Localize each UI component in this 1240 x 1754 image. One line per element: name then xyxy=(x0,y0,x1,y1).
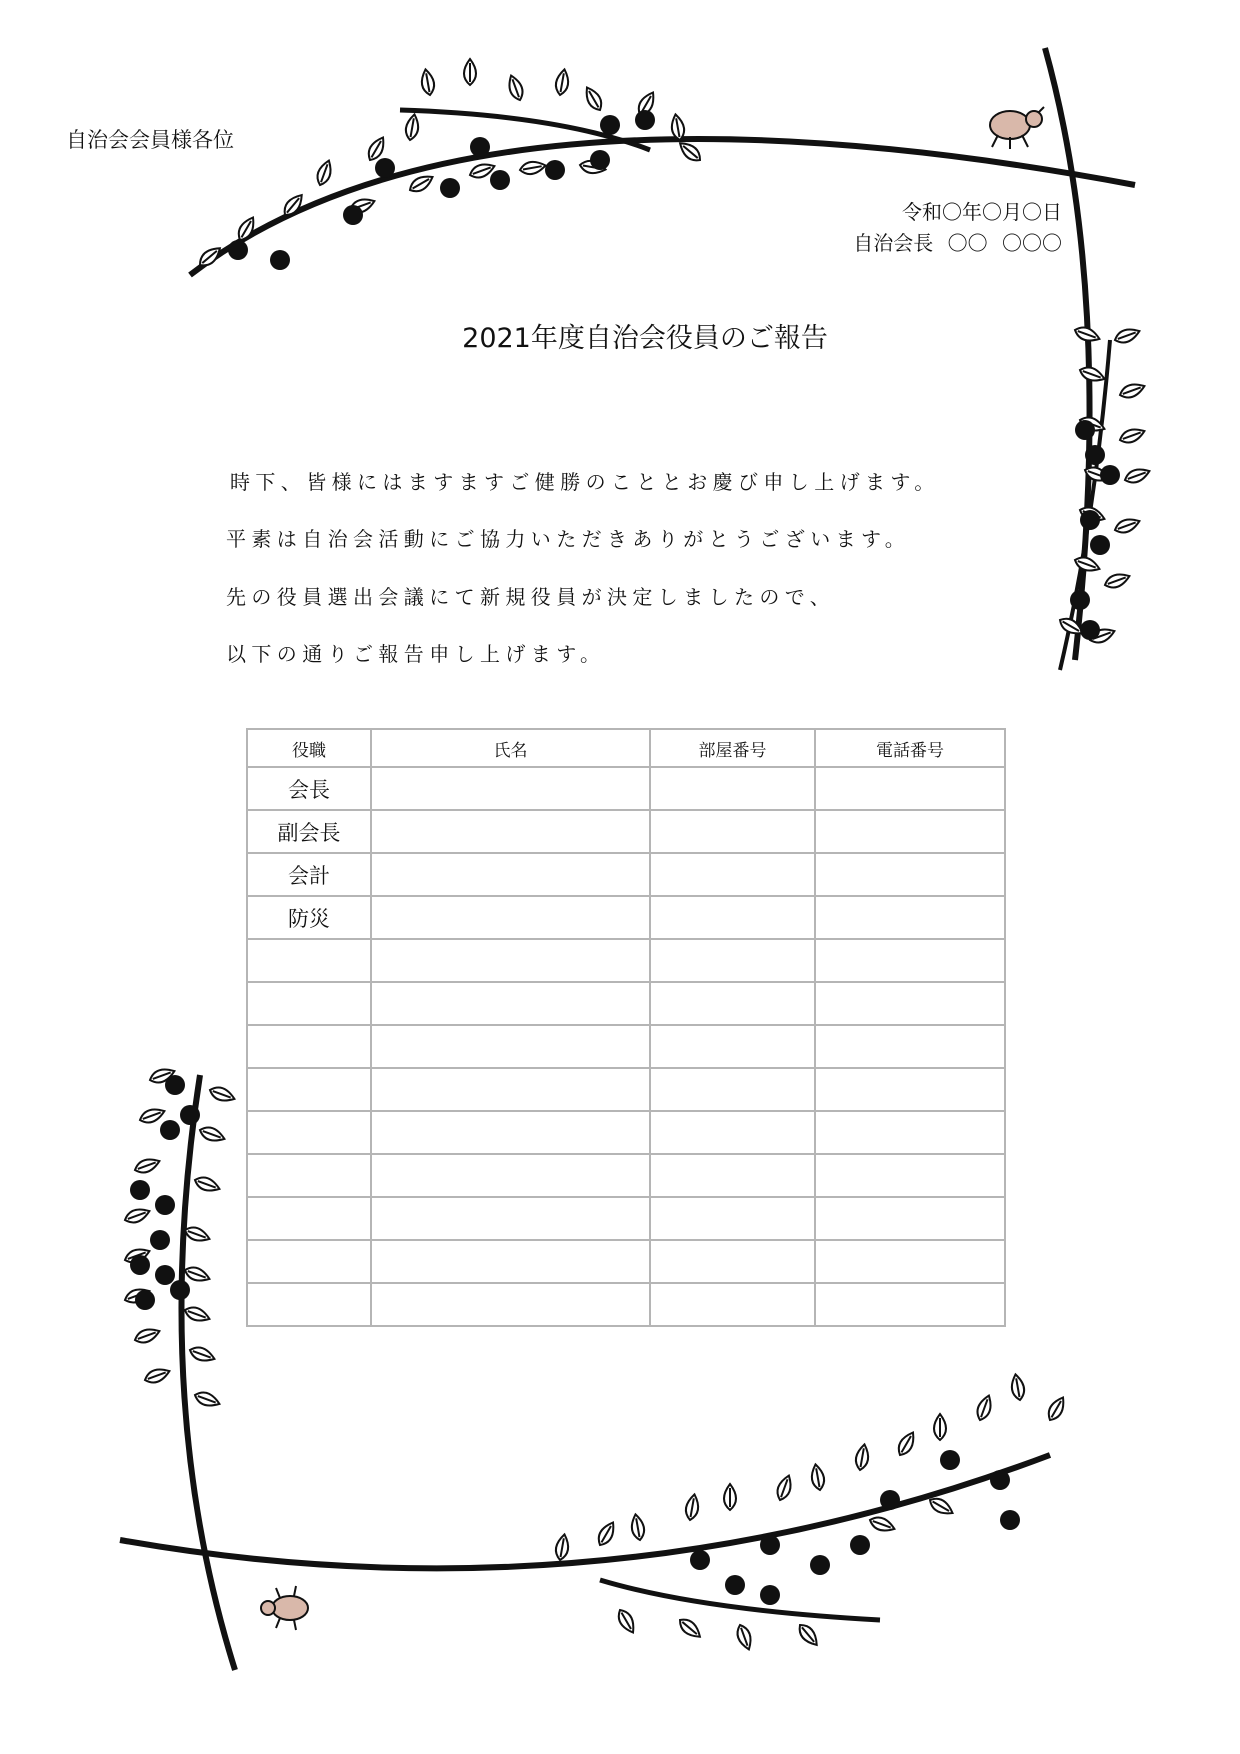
table-row xyxy=(247,1283,1005,1326)
leaf-shape xyxy=(868,1514,897,1534)
leaf-shape xyxy=(1078,504,1107,524)
header-phone-number: 電話番号 xyxy=(815,729,1005,767)
berry-dot xyxy=(850,1535,870,1555)
leaf-shape xyxy=(554,1533,570,1561)
leaf-shape xyxy=(927,1495,956,1518)
berry-dot xyxy=(130,1180,150,1200)
berry-dot xyxy=(990,1470,1010,1490)
room-number-cell xyxy=(650,810,815,853)
name-cell xyxy=(371,810,650,853)
name-cell xyxy=(371,1197,650,1240)
name-cell xyxy=(371,982,650,1025)
leaf-shape xyxy=(280,191,306,219)
berry-dot xyxy=(375,158,395,178)
leaf-shape xyxy=(1073,554,1102,574)
berry-dot xyxy=(1075,420,1095,440)
table-row xyxy=(247,1111,1005,1154)
leaf-shape xyxy=(123,1245,152,1265)
leaf-shape xyxy=(314,159,334,188)
name-cell xyxy=(371,1025,650,1068)
berry-dot xyxy=(440,178,460,198)
berry-dot xyxy=(180,1105,200,1125)
room-number-cell xyxy=(650,853,815,896)
body-paragraph: 時下、皆様にはますますご健勝のこととお慶び申し上げます。 xyxy=(230,470,940,494)
leaf-shape xyxy=(635,89,658,118)
name-cell xyxy=(371,1154,650,1197)
berry-dot xyxy=(590,150,610,170)
name-cell xyxy=(371,853,650,896)
berry-dot xyxy=(343,205,363,225)
header-room-number: 部屋番号 xyxy=(650,729,815,767)
phone-number-cell xyxy=(815,1240,1005,1283)
berry-dot xyxy=(470,137,490,157)
leaf-shape xyxy=(595,1519,618,1548)
leaf-shape xyxy=(630,1513,646,1541)
room-number-cell xyxy=(650,1111,815,1154)
table-row xyxy=(247,1068,1005,1111)
berry-dot xyxy=(1085,445,1105,465)
table-row xyxy=(247,1197,1005,1240)
berry-dot xyxy=(940,1450,960,1470)
table-row xyxy=(247,810,1005,853)
left-vine-stem xyxy=(181,1075,235,1670)
leaf-shape xyxy=(734,1623,754,1652)
issue-date: 令和〇年〇月〇日 xyxy=(902,200,1062,224)
body-paragraph: 以下の通りご報告申し上げます。 xyxy=(226,642,606,666)
leaf-shape xyxy=(208,1084,237,1104)
room-number-cell xyxy=(650,1068,815,1111)
leaf-shape xyxy=(198,1124,227,1144)
berry-dot xyxy=(760,1585,780,1605)
berry-dot xyxy=(1100,465,1120,485)
room-number-cell xyxy=(650,1025,815,1068)
leaf-shape xyxy=(1078,414,1107,434)
leaf-shape xyxy=(183,1304,212,1324)
addressee: 自治会会員様各位 xyxy=(66,128,234,152)
leaf-shape xyxy=(1118,425,1147,445)
berry-dot xyxy=(155,1195,175,1215)
role-cell: 副会長 xyxy=(247,810,371,853)
leaf-shape xyxy=(1078,364,1107,384)
leaf-shape xyxy=(468,160,497,180)
table-row xyxy=(247,896,1005,939)
leaf-shape xyxy=(676,1615,704,1641)
berry-dot xyxy=(1090,535,1110,555)
berry-dot xyxy=(135,1290,155,1310)
phone-number-cell xyxy=(815,1111,1005,1154)
berry-dot xyxy=(545,160,565,180)
leaf-shape xyxy=(404,113,420,141)
leaf-shape xyxy=(895,1429,918,1458)
leaf-shape xyxy=(1010,1373,1026,1401)
berry-dot xyxy=(228,240,248,260)
bottom-branch-stem-2 xyxy=(600,1580,880,1620)
header-role: 役職 xyxy=(247,729,371,767)
role-cell: 防災 xyxy=(247,896,371,939)
berry-dot xyxy=(170,1280,190,1300)
body-paragraph: 先の役員選出会議にて新規役員が決定しましたので、 xyxy=(226,585,836,609)
role-cell xyxy=(247,1068,371,1111)
leaf-shape xyxy=(974,1394,994,1423)
berry-dot xyxy=(690,1550,710,1570)
phone-number-cell xyxy=(815,1154,1005,1197)
berry-dot xyxy=(155,1265,175,1285)
berry-dot xyxy=(490,170,510,190)
leaf-shape xyxy=(133,1325,162,1345)
name-cell xyxy=(371,1283,650,1326)
leaf-shape xyxy=(1088,625,1117,645)
leaf-shape xyxy=(365,134,388,163)
leaf-shape xyxy=(138,1105,167,1125)
room-number-cell xyxy=(650,1154,815,1197)
table-header-row xyxy=(247,729,1005,767)
leaf-shape xyxy=(670,113,686,141)
phone-number-cell xyxy=(815,853,1005,896)
berry-dot xyxy=(165,1075,185,1095)
top-branch-stem-2 xyxy=(400,110,650,150)
leaf-shape xyxy=(420,68,436,96)
room-number-cell xyxy=(650,939,815,982)
leaf-shape xyxy=(676,139,704,165)
leaf-shape xyxy=(235,214,258,243)
berry-dot xyxy=(760,1535,780,1555)
berry-dot xyxy=(130,1255,150,1275)
leaf-shape xyxy=(810,1463,826,1491)
leaf-shape xyxy=(183,1224,212,1244)
leaf-shape xyxy=(582,84,605,113)
leaf-shape xyxy=(348,195,377,215)
role-cell: 会計 xyxy=(247,853,371,896)
berry-dot xyxy=(880,1490,900,1510)
leaf-shape xyxy=(123,1285,152,1305)
leaf-shape xyxy=(1113,515,1142,535)
leaf-shape xyxy=(724,1484,736,1510)
bottom-branch-stem xyxy=(120,1455,1050,1568)
leaf-shape xyxy=(854,1443,870,1471)
room-number-cell xyxy=(650,1240,815,1283)
leaf-shape xyxy=(684,1493,700,1521)
phone-number-cell xyxy=(815,1068,1005,1111)
phone-number-cell xyxy=(815,1283,1005,1326)
leaf-shape xyxy=(193,1174,222,1194)
name-cell xyxy=(371,1240,650,1283)
table-row xyxy=(247,853,1005,896)
role-cell xyxy=(247,1197,371,1240)
phone-number-cell xyxy=(815,1025,1005,1068)
berry-dot xyxy=(725,1575,745,1595)
room-number-cell xyxy=(650,896,815,939)
leaf-shape xyxy=(464,59,476,85)
room-number-cell xyxy=(650,1197,815,1240)
name-cell xyxy=(371,767,650,810)
body-paragraph: 平素は自治会活動にご協力いただきありがとうございます。 xyxy=(226,527,911,551)
leaf-shape xyxy=(133,1155,162,1175)
right-vine-inner xyxy=(1060,340,1110,670)
bug-illustration-bottom xyxy=(261,1586,308,1630)
role-cell xyxy=(247,982,371,1025)
table-row xyxy=(247,767,1005,810)
leaf-shape xyxy=(615,1607,638,1636)
bug-illustration-top xyxy=(990,107,1044,149)
phone-number-cell xyxy=(815,767,1005,810)
leaf-shape xyxy=(148,1065,177,1085)
table-row xyxy=(247,1154,1005,1197)
name-cell xyxy=(371,939,650,982)
berry-dot xyxy=(1000,1510,1020,1530)
role-cell xyxy=(247,1283,371,1326)
berry-dot xyxy=(150,1230,170,1250)
leaf-shape xyxy=(519,160,547,176)
leaf-shape xyxy=(505,74,525,103)
role-cell: 会長 xyxy=(247,767,371,810)
table-row xyxy=(247,939,1005,982)
leaf-shape xyxy=(183,1264,212,1284)
berry-dot xyxy=(600,115,620,135)
leaf-shape xyxy=(188,1344,217,1364)
berry-dot xyxy=(1080,510,1100,530)
berry-dot xyxy=(270,250,290,270)
sender-name: 自治会長 〇〇 〇〇〇 xyxy=(853,231,1062,255)
leaf-shape xyxy=(795,1621,821,1649)
leaf-shape xyxy=(1057,615,1086,638)
name-cell xyxy=(371,1111,650,1154)
room-number-cell xyxy=(650,982,815,1025)
leaf-shape xyxy=(193,1389,222,1409)
role-cell xyxy=(247,1111,371,1154)
leaf-shape xyxy=(143,1365,172,1385)
leaf-shape xyxy=(934,1414,946,1440)
role-cell xyxy=(247,1025,371,1068)
leaf-shape xyxy=(123,1205,152,1225)
berry-dot xyxy=(160,1120,180,1140)
leaf-shape xyxy=(1118,380,1147,400)
leaf-shape xyxy=(554,68,570,96)
name-cell xyxy=(371,1068,650,1111)
leaf-shape xyxy=(407,172,436,195)
phone-number-cell xyxy=(815,896,1005,939)
room-number-cell xyxy=(650,1283,815,1326)
berry-dot xyxy=(635,110,655,130)
leaf-shape xyxy=(1083,464,1112,484)
phone-number-cell xyxy=(815,939,1005,982)
page-title: 2021年度自治会役員のご報告 xyxy=(462,323,828,354)
leaf-shape xyxy=(1123,465,1152,485)
berry-dot xyxy=(1070,590,1090,610)
berry-dot xyxy=(1080,620,1100,640)
officers-table xyxy=(246,728,1006,1327)
leaf-shape xyxy=(1103,570,1132,590)
leaf-shape xyxy=(196,244,224,270)
room-number-cell xyxy=(650,767,815,810)
role-cell xyxy=(247,1154,371,1197)
berry-dot xyxy=(810,1555,830,1575)
leaf-shape xyxy=(579,159,607,175)
header-name: 氏名 xyxy=(371,729,650,767)
phone-number-cell xyxy=(815,982,1005,1025)
role-cell xyxy=(247,1240,371,1283)
leaf-shape xyxy=(774,1474,794,1503)
phone-number-cell xyxy=(815,1197,1005,1240)
name-cell xyxy=(371,896,650,939)
table-row xyxy=(247,982,1005,1025)
table-row xyxy=(247,1240,1005,1283)
phone-number-cell xyxy=(815,810,1005,853)
leaf-shape xyxy=(1045,1394,1068,1423)
role-cell xyxy=(247,939,371,982)
table-row xyxy=(247,1025,1005,1068)
